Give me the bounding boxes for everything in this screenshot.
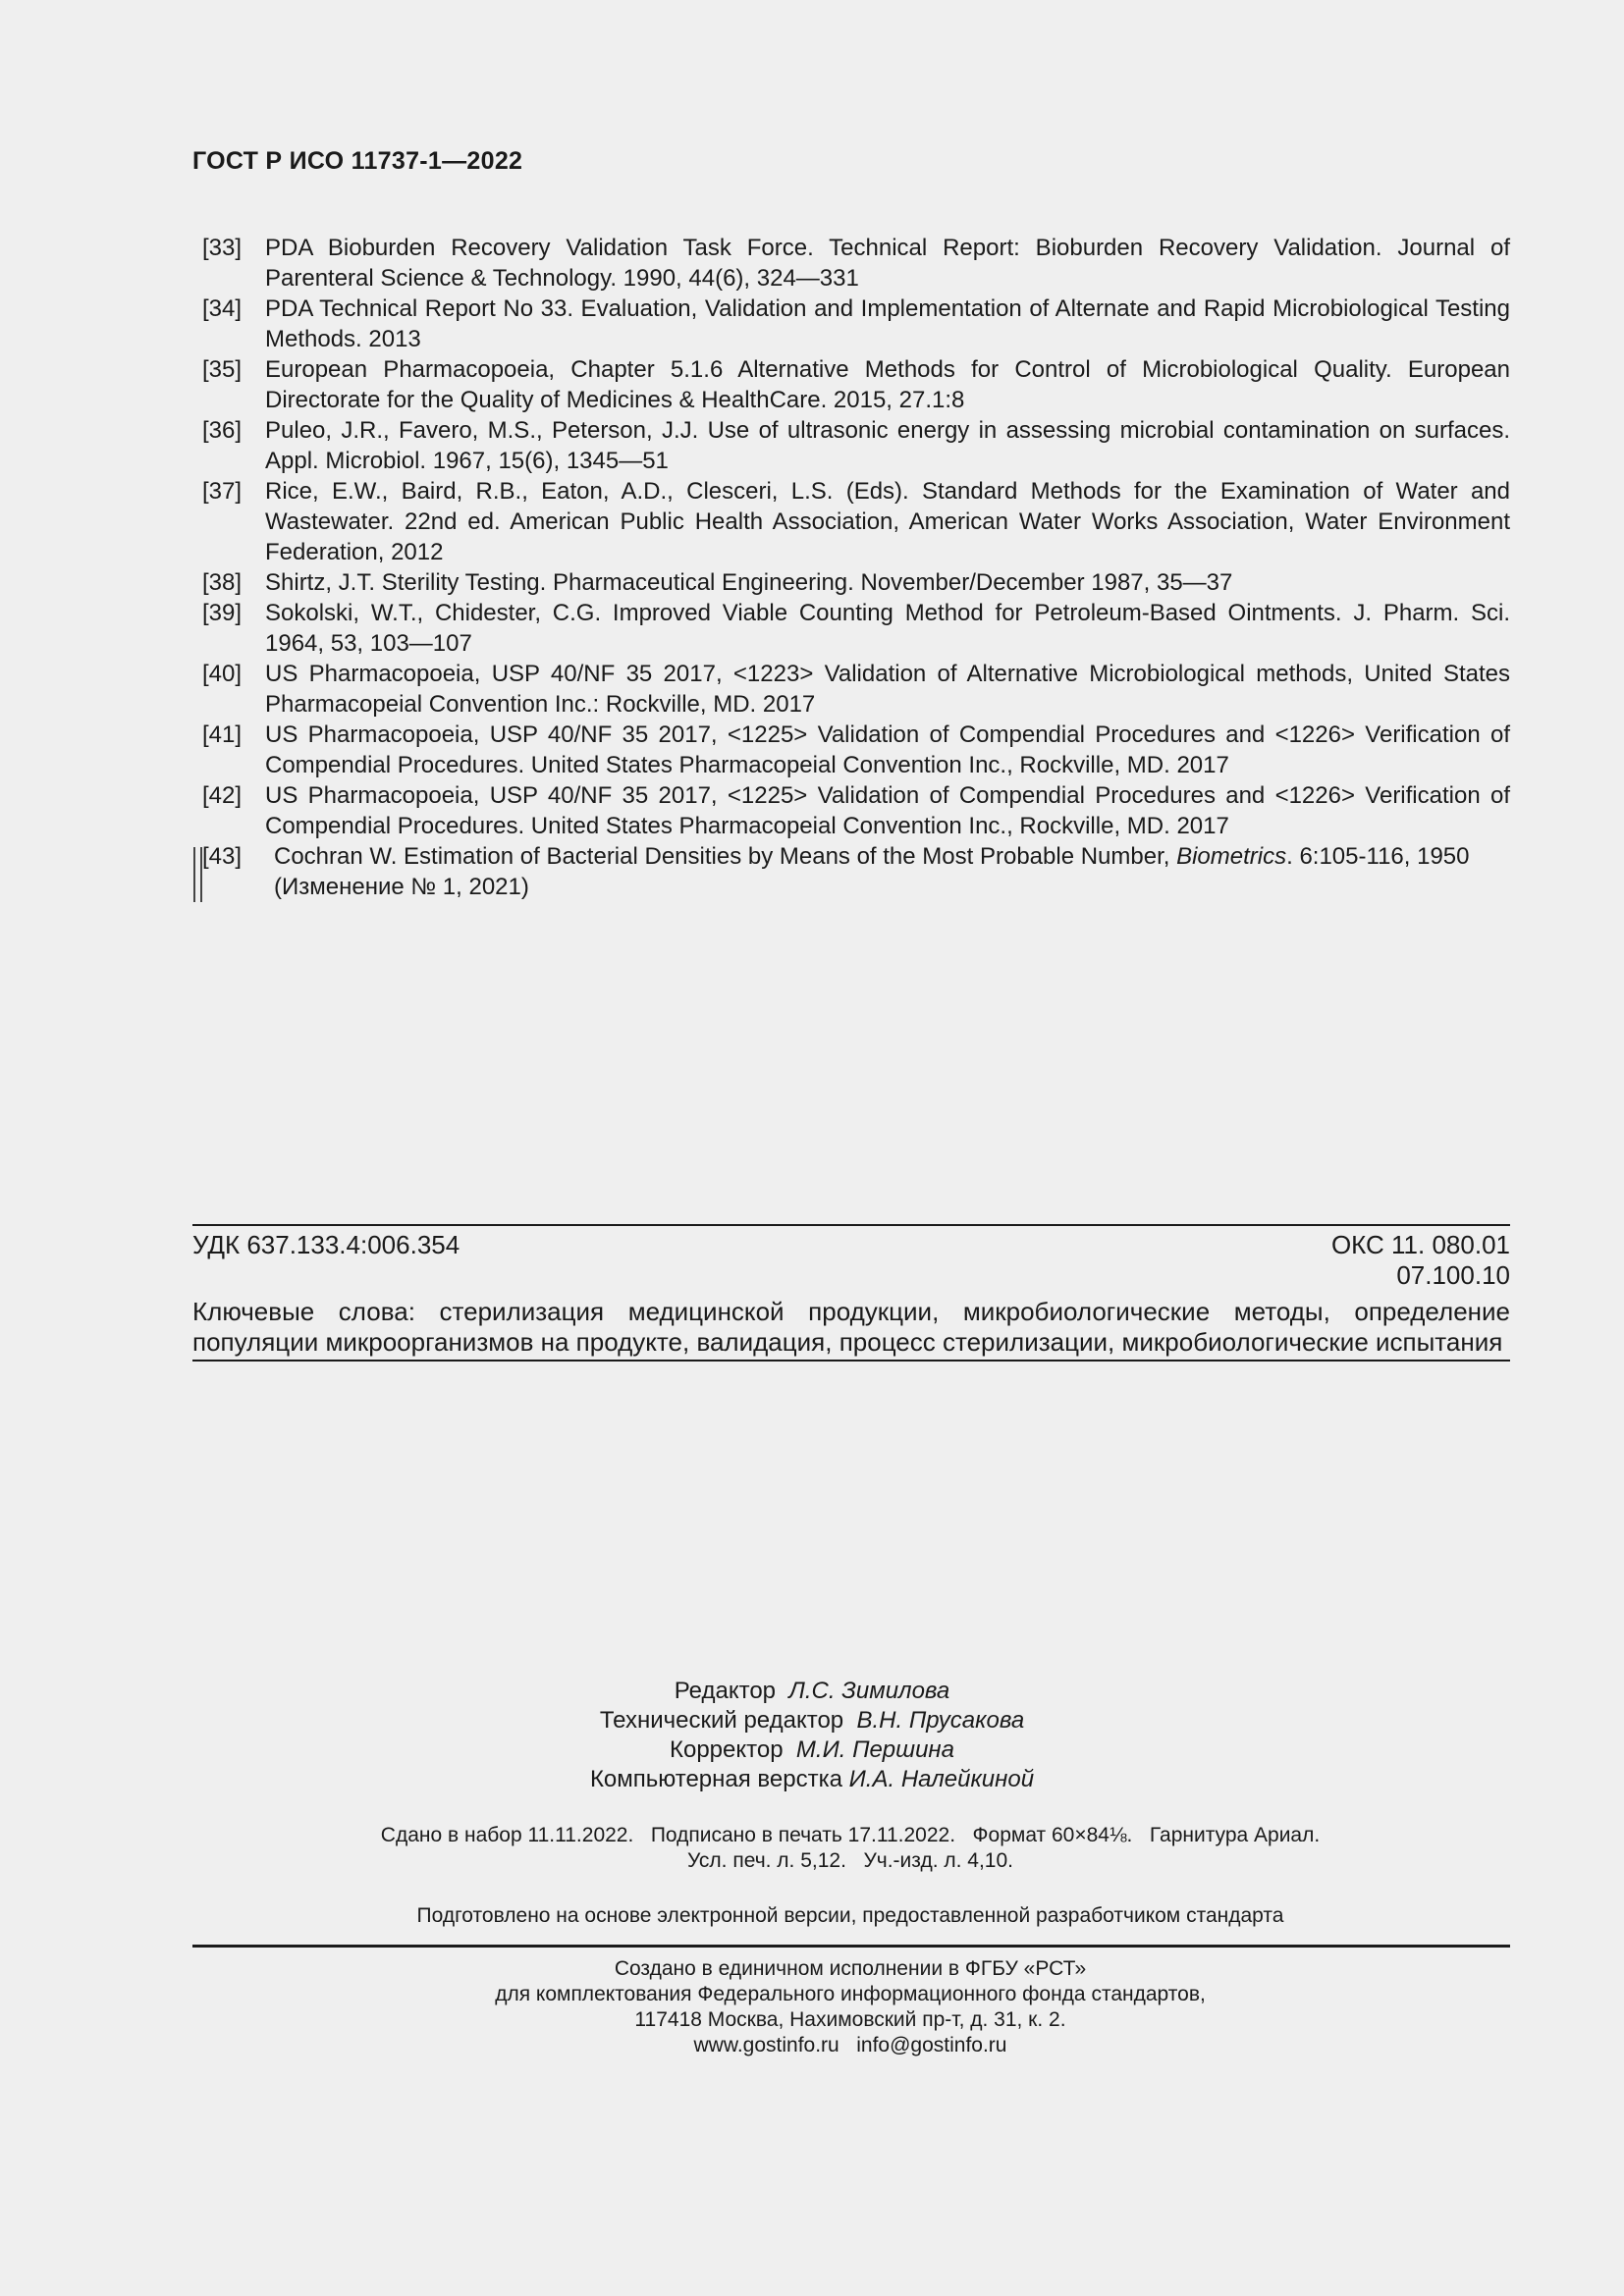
- footer-line-2: для комплектования Федерального информационного фонда стандартов,: [495, 1983, 1206, 2005]
- document-header: ГОСТ Р ИСО 11737-1—2022: [192, 147, 523, 175]
- amendment-note: (Изменение № 1, 2021): [274, 874, 529, 900]
- prepared-note: Подготовлено на основе электронной версии, предоставленной разработчиком стандарта: [416, 1904, 1284, 1927]
- classification-block: [192, 1224, 1510, 1362]
- reference-list: [192, 233, 1510, 902]
- credit-line: [0, 1735, 1624, 1765]
- reference-text: US Pharmacopoeia, USP 40/NF 35 2017, <1223> Validation of Alternative Microbiological methods, United States Pharmacopeial Convention Inc.: Rockville, MD. 2017: [265, 661, 1510, 718]
- reference-number: [40]: [202, 661, 243, 687]
- website-link[interactable]: www.gostinfo.ru: [693, 2034, 839, 2056]
- reference-text: US Pharmacopoeia, USP 40/NF 35 2017, <1225> Validation of Compendial Procedures and <1226> Verification of Compendial Procedures. United States Pharmacopeial Convention Inc., Rockville, MD. 2017: [265, 782, 1510, 839]
- reference-number: [38]: [202, 569, 243, 596]
- reference-text: US Pharmacopoeia, USP 40/NF 35 2017, <1225> Validation of Compendial Procedures and <1226> Verification of Compendial Procedures. United States Pharmacopeial Convention Inc., Rockville, MD. 2017: [265, 721, 1510, 778]
- reference-item: [192, 780, 1510, 841]
- reference-item: [192, 415, 1510, 476]
- change-bar-marker: [193, 847, 202, 902]
- reference-number: [37]: [202, 478, 243, 505]
- reference-number: [41]: [202, 721, 243, 748]
- footer-contacts: [0, 2033, 1624, 2058]
- credit-line: [0, 1677, 1624, 1706]
- footer-address: 117418 Москва, Нахимовский пр-т, д. 31, к. 2.: [634, 2008, 1066, 2031]
- credit-role: Редактор: [674, 1678, 777, 1704]
- imprint-line-2: Усл. печ. л. 5,12. Уч.-изд. л. 4,10.: [686, 1849, 1013, 1872]
- credit-role: Корректор: [670, 1736, 784, 1763]
- reference-journal-title: Biometrics: [1176, 843, 1287, 870]
- reference-item: [192, 476, 1510, 567]
- imprint-block: [0, 1823, 1624, 1874]
- reference-number: [35]: [202, 356, 243, 383]
- credit-name: В.Н. Прусакова: [856, 1707, 1025, 1734]
- credit-line: [0, 1706, 1624, 1735]
- reference-item: [192, 598, 1510, 659]
- reference-text: European Pharmacopoeia, Chapter 5.1.6 Alternative Methods for Control of Microbiological Quality. European Directorate for the Quality of Medicines & HealthCare. 2015, 27.1:8: [265, 356, 1510, 413]
- footer-block: [0, 1956, 1624, 2058]
- reference-text: [274, 841, 1510, 902]
- reference-number: [39]: [202, 600, 243, 626]
- credit-role: Компьютерная верстка: [589, 1766, 842, 1792]
- reference-item: [192, 233, 1510, 294]
- reference-item: [192, 294, 1510, 354]
- credit-line: [0, 1765, 1624, 1794]
- reference-item: [192, 720, 1510, 780]
- email-link[interactable]: info@gostinfo.ru: [856, 2034, 1007, 2056]
- reference-text: PDA Technical Report No 33. Evaluation, Validation and Implementation of Alternate and Rapid Microbiological Testing Methods. 2013: [265, 295, 1510, 352]
- reference-item: [192, 659, 1510, 720]
- reference-text-main: Cochran W. Estimation of Bacterial Densities by Means of the Most Probable Number,: [274, 843, 1177, 870]
- credit-name: Л.С. Зимилова: [788, 1678, 950, 1704]
- reference-text: Shirtz, J.T. Sterility Testing. Pharmaceutical Engineering. November/December 1987, 35—37: [265, 569, 1233, 596]
- reference-number: [42]: [202, 782, 243, 809]
- reference-item: [192, 354, 1510, 415]
- udk-code: УДК 637.133.4:006.354: [192, 1230, 460, 1259]
- classification-row: [192, 1230, 1510, 1291]
- reference-number: [43]: [202, 843, 243, 870]
- imprint-line-1: Сдано в набор 11.11.2022. Подписано в печать 17.11.2022. Формат 60×84⅛. Гарнитура Ариал.: [380, 1824, 1321, 1846]
- keywords: Ключевые слова: стерилизация медицинской продукции, микробиологические методы, определение популяции микроорганизмов на продукте, валидация, процесс стерилизации, микробиологические испытания: [192, 1297, 1510, 1357]
- oks-code-line-2: 07.100.10: [1396, 1260, 1510, 1290]
- reference-text: PDA Bioburden Recovery Validation Task Force. Technical Report: Bioburden Recovery Validation. Journal of Parenteral Science & Technology. 1990, 44(6), 324—331: [265, 235, 1510, 292]
- reference-text-tail: . 6:105-116, 1950: [1286, 843, 1470, 870]
- oks-code-line-1: ОКС 11. 080.01: [1330, 1230, 1510, 1259]
- reference-number: [36]: [202, 417, 243, 444]
- credit-role: Технический редактор: [599, 1707, 844, 1734]
- reference-number: [34]: [202, 295, 243, 322]
- footer-line-1: Создано в единичном исполнении в ФГБУ «РСТ»: [614, 1957, 1087, 1980]
- credit-name: И.А. Налейкиной: [848, 1766, 1035, 1792]
- reference-item-amended: [192, 841, 1510, 902]
- footer-divider: [192, 1945, 1510, 1948]
- reference-number: [33]: [202, 235, 243, 261]
- reference-text: Puleo, J.R., Favero, M.S., Peterson, J.J. Use of ultrasonic energy in assessing microbial contamination on surfaces. Appl. Microbiol. 1967, 15(6), 1345—51: [265, 417, 1510, 474]
- reference-text: Rice, E.W., Baird, R.B., Eaton, A.D., Clesceri, L.S. (Eds). Standard Methods for the Examination of Water and Wastewater. 22nd ed. American Public Health Association, American Water Works Association, Water Environment Federation, 2012: [265, 478, 1510, 565]
- credit-name: М.И. Першина: [795, 1736, 954, 1763]
- oks-code: [1331, 1230, 1510, 1291]
- credits-block: [0, 1677, 1624, 1794]
- reference-item: [192, 567, 1510, 598]
- reference-text: Sokolski, W.T., Chidester, C.G. Improved Viable Counting Method for Petroleum-Based Ointments. J. Pharm. Sci. 1964, 53, 103—107: [265, 600, 1510, 657]
